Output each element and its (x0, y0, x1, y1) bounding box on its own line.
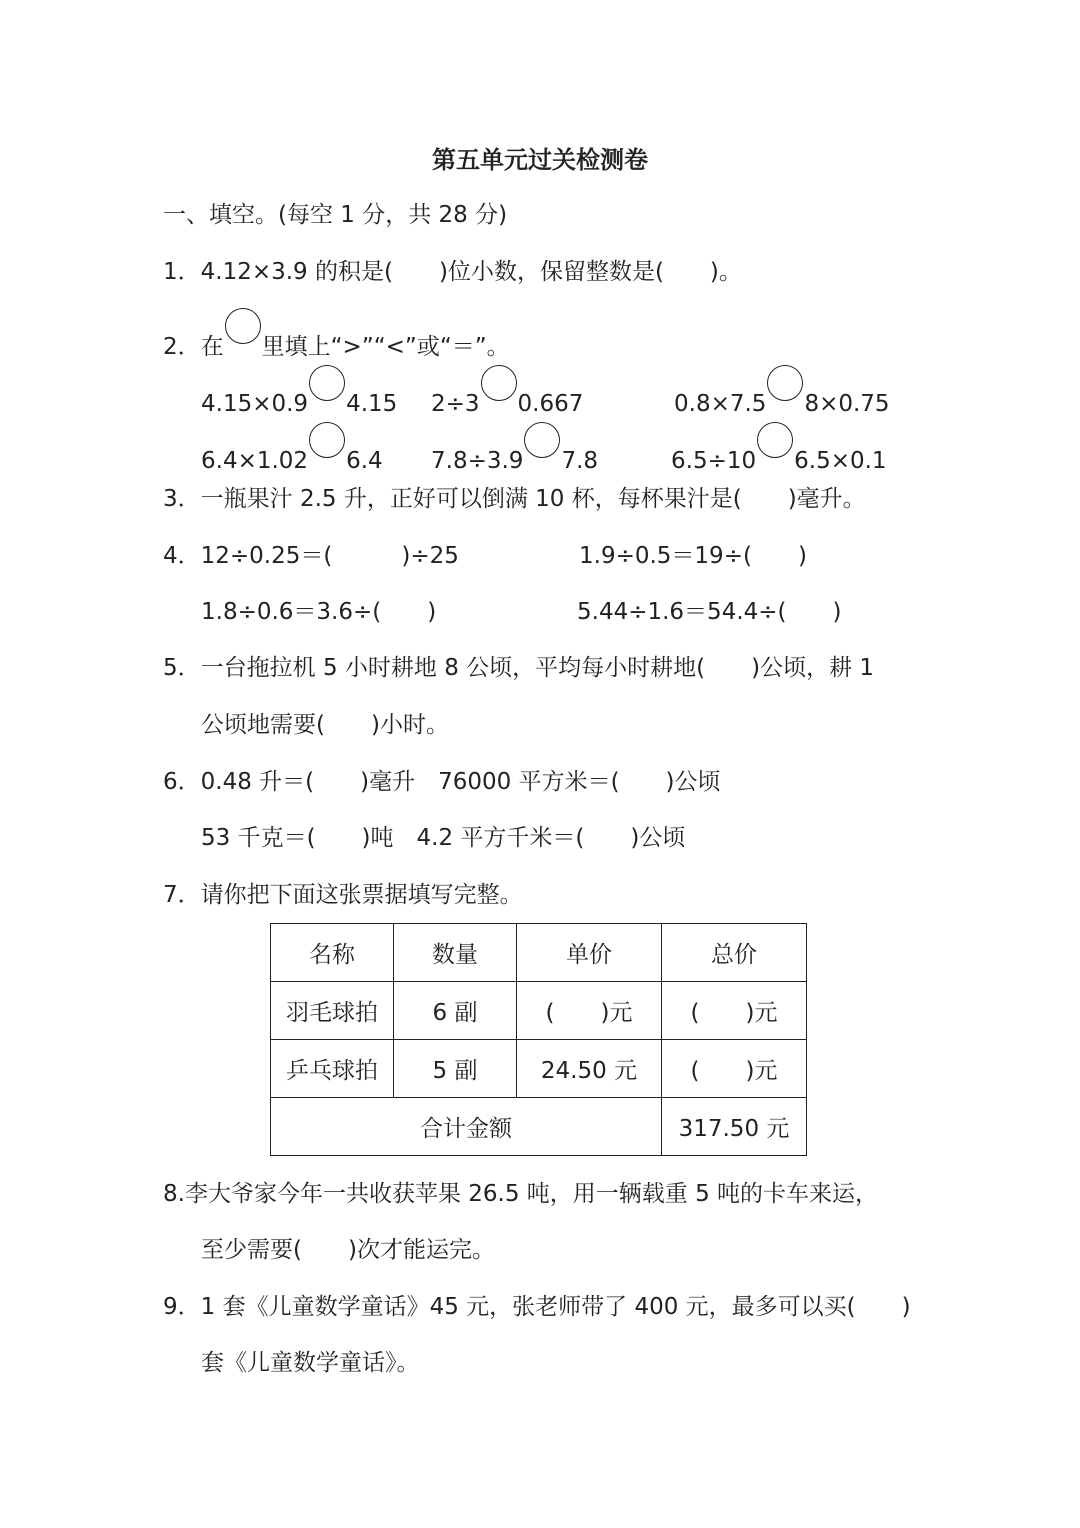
question-9-line2: 套《儿童数学童话》。 (201, 1350, 420, 1376)
table-header-row (271, 924, 807, 982)
table-header-cell: 总价 (662, 924, 807, 982)
question-6b: 53 千克＝( )吨 4.2 平方千米＝( )公顷 (201, 825, 686, 851)
compare-left: 6.4×1.02 (201, 448, 309, 474)
compare-item (201, 434, 383, 476)
question-4d: 5.44÷1.6＝54.4÷( ) (577, 599, 842, 625)
table-cell-blank[interactable]: ( )元 (662, 982, 807, 1040)
table-cell: 5 副 (394, 1040, 517, 1098)
answer-circle[interactable] (524, 422, 560, 458)
table-cell-blank[interactable]: ( )元 (662, 1040, 807, 1098)
section-heading: 一、填空。(每空 1 分，共 28 分) (163, 202, 508, 228)
question-9-line1: 9．1 套《儿童数学童话》45 元，张老师带了 400 元，最多可以买( ) (163, 1294, 911, 1320)
compare-item (431, 434, 598, 476)
answer-circle[interactable] (309, 365, 345, 401)
answer-circle-example[interactable] (225, 308, 261, 344)
question-7: 7．请你把下面这张票据填写完整。 (163, 882, 523, 908)
question-5-line2: 公顷地需要( )小时。 (201, 712, 449, 738)
total-value: 317.50 元 (662, 1098, 807, 1156)
compare-item (674, 377, 890, 419)
compare-left: 2÷3 (431, 391, 480, 417)
question-5-line1: 5．一台拖拉机 5 小时耕地 8 公顷，平均每小时耕地( )公顷，耕 1 (163, 655, 875, 681)
compare-left: 4.15×0.9 (201, 391, 309, 417)
table-total-row (271, 1098, 807, 1156)
compare-item (671, 434, 887, 476)
question-8-line1: 8.李大爷家今年一共收获苹果 26.5 吨，用一辆载重 5 吨的卡车来运， (163, 1181, 879, 1207)
receipt-table (270, 923, 807, 1156)
answer-circle[interactable] (767, 365, 803, 401)
question-6a: 6．0.48 升＝( )毫升 76000 平方米＝( )公顷 (163, 769, 721, 795)
compare-left: 0.8×7.5 (674, 391, 767, 417)
table-header-cell: 单价 (517, 924, 662, 982)
table-header-cell: 名称 (271, 924, 394, 982)
question-1: 1．4.12×3.9 的积是( )位小数，保留整数是( )。 (163, 259, 742, 285)
compare-item (201, 377, 397, 419)
table-cell: 乒乓球拍 (271, 1040, 394, 1098)
answer-circle[interactable] (309, 422, 345, 458)
table-header-cell: 数量 (394, 924, 517, 982)
compare-item (431, 377, 583, 419)
question-4a: 4．12÷0.25＝( )÷25 (163, 543, 459, 569)
question-8-line2: 至少需要( )次才能运完。 (201, 1237, 495, 1263)
table-cell: 6 副 (394, 982, 517, 1040)
compare-right: 6.5×0.1 (794, 448, 887, 474)
answer-circle[interactable] (757, 422, 793, 458)
table-cell-blank[interactable]: ( )元 (517, 982, 662, 1040)
question-4b: 1.9÷0.5＝19÷( ) (579, 543, 807, 569)
answer-circle[interactable] (481, 365, 517, 401)
compare-left: 7.8÷3.9 (431, 448, 524, 474)
table-row (271, 982, 807, 1040)
question-3: 3．一瓶果汁 2.5 升，正好可以倒满 10 杯，每杯果汁是( )毫升。 (163, 486, 866, 512)
table-row (271, 1040, 807, 1098)
total-label: 合计金额 (271, 1098, 662, 1156)
compare-right: 0.667 (517, 391, 584, 417)
compare-right: 7.8 (561, 448, 599, 474)
compare-right: 6.4 (346, 448, 383, 474)
question-2-suffix: 里填上“>”“<”或“＝”。 (261, 334, 510, 360)
question-4c: 1.8÷0.6＝3.6÷( ) (201, 599, 437, 625)
table-cell: 24.50 元 (517, 1040, 662, 1098)
question-2-instruction (163, 320, 510, 362)
compare-right: 8×0.75 (804, 391, 890, 417)
page-title: 第五单元过关检测卷 (432, 146, 648, 174)
table-cell: 羽毛球拍 (271, 982, 394, 1040)
compare-left: 6.5÷10 (671, 448, 757, 474)
question-2-prefix: 2．在 (163, 334, 224, 360)
compare-right: 4.15 (346, 391, 398, 417)
